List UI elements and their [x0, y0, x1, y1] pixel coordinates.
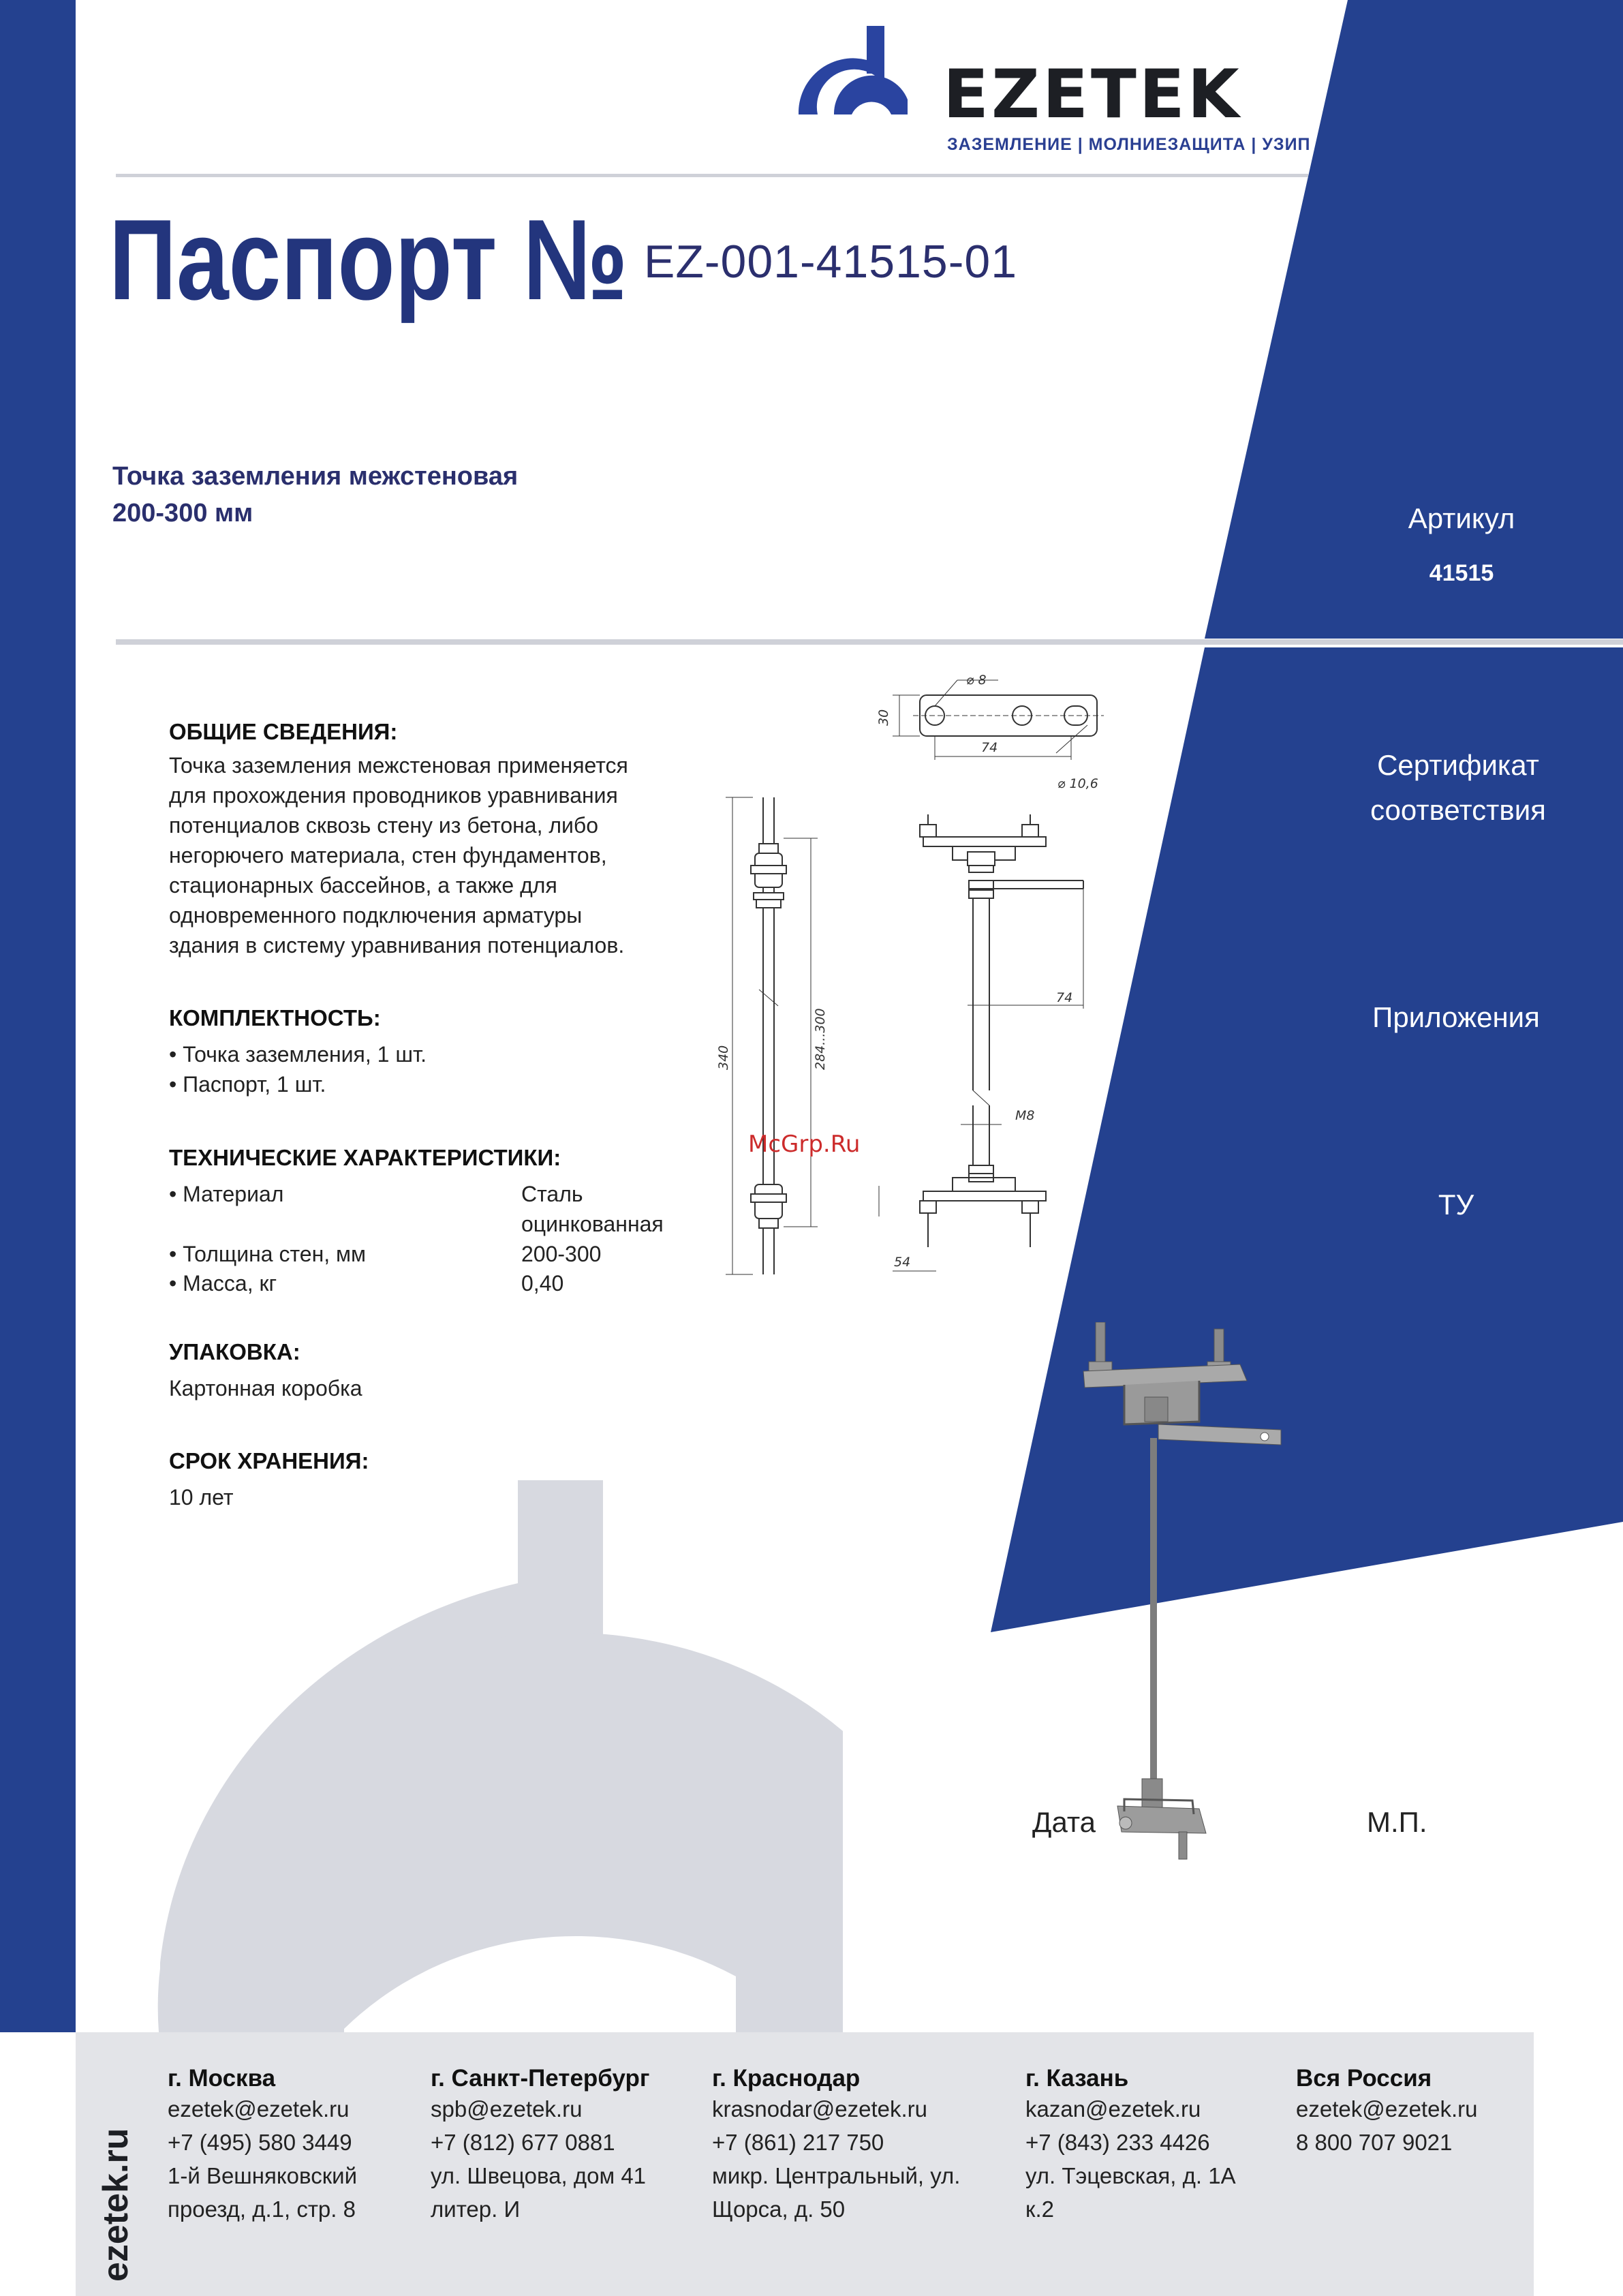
packaging-section — [169, 1339, 714, 1403]
mid-separator-line — [116, 639, 1623, 645]
office-phone[interactable]: 8 800 707 9021 — [1296, 2130, 1453, 2155]
dim-total-length: 340 — [716, 1045, 731, 1070]
general-text — [169, 750, 714, 960]
article-value: 41515 — [1429, 560, 1494, 586]
office-city: Вся Россия — [1296, 2065, 1432, 2092]
spec-label-material: • Материал — [169, 1182, 284, 1206]
general-section — [169, 719, 714, 960]
spec-label-mass: • Масса, кг — [169, 1271, 277, 1296]
footer-website — [95, 2050, 136, 2282]
dim-height-top: 30 — [876, 709, 891, 726]
office-phone[interactable]: +7 (843) 233 4426 — [1025, 2130, 1210, 2155]
office-russia — [1296, 2065, 1477, 2159]
technical-drawing — [688, 661, 1165, 1302]
general-line: здания в систему уравнивания потенциалов. — [169, 933, 625, 958]
appendix-label: Приложения — [1372, 1001, 1540, 1033]
certificate-line2: соответствия — [1370, 794, 1546, 826]
storage-section — [169, 1448, 714, 1512]
gray-logo-watermark — [158, 1480, 843, 2032]
spec-value-material — [521, 1179, 664, 1239]
article-label: Артикул — [1408, 502, 1515, 534]
general-line: одновременного подключения арматуры — [169, 903, 583, 928]
stamp-label: М.П. — [1367, 1806, 1427, 1838]
office-address: Щорса, д. 50 — [712, 2196, 846, 2222]
storage-text: 10 лет — [169, 1485, 234, 1510]
storage-heading: СРОК ХРАНЕНИЯ: — [169, 1448, 369, 1473]
office-spb — [431, 2065, 649, 2226]
office-phone[interactable]: +7 (812) 677 0881 — [431, 2130, 615, 2155]
dim-hole-small: ⌀ 8 — [966, 673, 987, 688]
general-line: для прохождения проводников уравнивания — [169, 783, 618, 808]
specs-heading: ТЕХНИЧЕСКИЕ ХАРАКТЕРИСТИКИ: — [169, 1145, 561, 1170]
dim-thread: M8 — [1015, 1108, 1035, 1123]
spec-value-thickness: 200-300 — [521, 1242, 602, 1266]
specs-section — [169, 1145, 714, 1315]
general-line: стационарных бассейнов, а также для — [169, 873, 557, 898]
top-separator-line — [116, 174, 1308, 177]
kit-section — [169, 1005, 714, 1099]
tu-label: ТУ — [1438, 1189, 1474, 1221]
page-title: Паспорт № — [109, 196, 628, 324]
packaging-text: Картонная коробка — [169, 1376, 362, 1400]
kit-item: • Паспорт, 1 шт. — [169, 1072, 326, 1097]
office-address: микр. Центральный, ул. — [712, 2163, 961, 2188]
office-address: проезд, д.1, стр. 8 — [168, 2196, 356, 2222]
date-label: Дата — [1032, 1806, 1096, 1838]
spec-value-material-line2: оцинкованная — [521, 1212, 664, 1236]
office-address: 1-й Вешняковский — [168, 2163, 358, 2188]
office-address: ул. Швецова, дом 41 — [431, 2163, 647, 2188]
office-city: г. Москва — [168, 2065, 276, 2092]
bolt-front-view — [751, 797, 786, 1274]
plate-top-view — [893, 680, 1104, 760]
general-line: негорючего материала, стен фундаментов, — [169, 843, 607, 868]
specs-table — [169, 1179, 714, 1315]
product-photo — [1077, 1322, 1295, 1881]
logo — [799, 26, 1316, 162]
office-email[interactable]: kazan@ezetek.ru — [1025, 2096, 1201, 2122]
kit-heading: КОМПЛЕКТНОСТЬ: — [169, 1005, 381, 1030]
product-name — [112, 458, 518, 532]
kit-item: • Точка заземления, 1 шт. — [169, 1042, 427, 1067]
logo-mark-icon — [799, 26, 908, 121]
office-phone[interactable]: +7 (495) 580 3449 — [168, 2130, 352, 2155]
office-city: г. Санкт-Петербург — [431, 2065, 650, 2092]
general-heading: ОБЩИЕ СВЕДЕНИЯ: — [169, 719, 398, 744]
office-email[interactable]: krasnodar@ezetek.ru — [712, 2096, 927, 2122]
dim-width-top: 74 — [981, 740, 998, 755]
logo-tagline: ЗАЗЕМЛЕНИЕ | МОЛНИЕЗАЩИТА | УЗИП — [947, 135, 1311, 154]
office-email[interactable]: ezetek@ezetek.ru — [1296, 2096, 1478, 2122]
general-line: потенциалов сквозь стену из бетона, либо — [169, 813, 599, 838]
kit-list — [169, 1039, 714, 1099]
office-city: г. Краснодар — [712, 2065, 861, 2092]
general-line: Точка заземления межстеновая применяется — [169, 753, 628, 778]
dim-adjust-range: 284...300 — [813, 1008, 828, 1070]
office-email[interactable]: ezetek@ezetek.ru — [168, 2096, 350, 2122]
document-number: EZ-001-41515-01 — [644, 236, 1018, 288]
office-krasnodar — [712, 2065, 960, 2226]
side-view — [920, 814, 1083, 1247]
office-address: ул. Тэцевская, д. 1А — [1025, 2163, 1236, 2188]
office-address: к.2 — [1025, 2196, 1054, 2222]
office-phone[interactable]: +7 (861) 217 750 — [712, 2130, 884, 2155]
office-city: г. Казань — [1025, 2065, 1129, 2092]
website-text[interactable]: ezetek.ru — [96, 2128, 136, 2282]
certificate-label — [1342, 743, 1574, 833]
dim-hole-large: ⌀ 10,6 — [1057, 776, 1098, 791]
dim-base-width: 54 — [894, 1255, 911, 1270]
office-kazan — [1025, 2065, 1236, 2226]
product-name-line2: 200-300 мм — [112, 499, 253, 527]
product-name-line1: Точка заземления межстеновая — [112, 462, 519, 491]
packaging-heading: УПАКОВКА: — [169, 1339, 300, 1364]
logo-wordmark: EZETEK — [943, 56, 1242, 134]
dim-flag-width: 74 — [1056, 990, 1073, 1005]
spec-value-mass: 0,40 — [521, 1271, 564, 1296]
office-moscow — [168, 2065, 357, 2226]
spec-label-thickness: • Толщина стен, мм — [169, 1242, 367, 1266]
watermark-text: McGrp.Ru — [748, 1131, 861, 1158]
certificate-line1: Сертификат — [1377, 749, 1539, 781]
spec-value-material-line1: Сталь — [521, 1182, 583, 1206]
office-email[interactable]: spb@ezetek.ru — [431, 2096, 583, 2122]
left-blue-strip — [0, 0, 76, 2032]
office-address: литер. И — [431, 2196, 521, 2222]
